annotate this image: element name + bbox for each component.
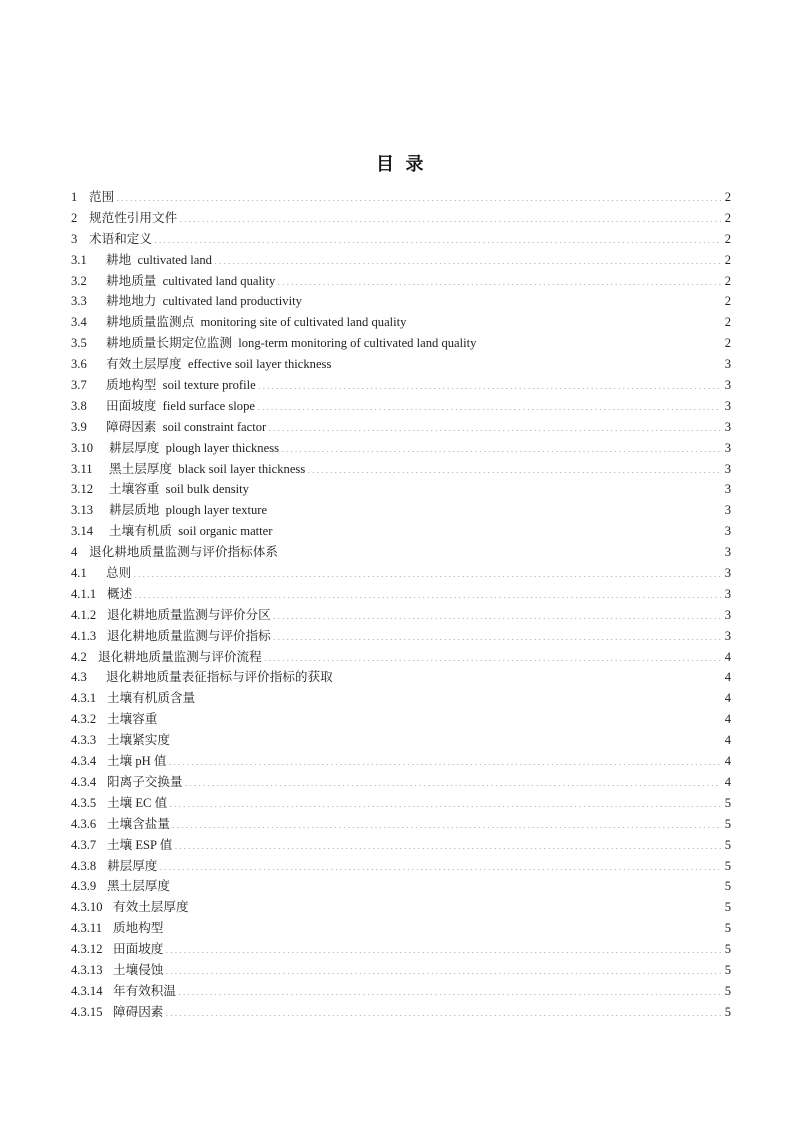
toc-entry-label: 退化耕地质量监测与评价指标体系 (89, 545, 278, 560)
toc-entry[interactable] (71, 918, 731, 939)
toc-entry[interactable] (71, 647, 731, 668)
toc-entry-number: 4.1.2 (71, 607, 97, 622)
toc-dot-leader (258, 376, 721, 389)
toc-dot-leader (133, 564, 721, 577)
toc-entry-number: 3.14 (71, 524, 94, 539)
toc-dot-leader (257, 397, 721, 410)
toc-entry-number: 3 (71, 231, 78, 246)
toc-entry-page-number: 3 (724, 607, 731, 622)
toc-entry[interactable] (71, 960, 731, 981)
toc-entry[interactable] (71, 459, 731, 480)
toc-entry-page-number: 5 (724, 858, 731, 873)
toc-entry-label: 耕地质量监测点 monitoring site of cultivated land quality (106, 315, 407, 330)
toc-entry-number: 3.5 (71, 336, 87, 351)
toc-entry-page-number: 5 (724, 837, 731, 852)
toc-entry-label: 退化耕地质量监测与评价分区 (107, 607, 271, 622)
toc-entry-label: 土壤容重 (107, 712, 158, 727)
toc-entry-number: 3.7 (71, 378, 87, 393)
toc-entry[interactable] (71, 1002, 731, 1023)
toc-dot-leader (172, 732, 721, 745)
toc-entry-page-number: 2 (724, 315, 731, 330)
toc-entry-label: 耕地质量长期定位监测 long-term monitoring of cultivated land quality (106, 336, 477, 351)
toc-entry[interactable] (71, 208, 731, 229)
toc-entry-label: 年有效积温 (113, 983, 176, 998)
toc-entry-number: 4.3.2 (71, 712, 97, 727)
toc-dot-leader (174, 836, 721, 849)
toc-entry[interactable] (71, 542, 731, 563)
toc-entry-label: 退化耕地质量监测与评价指标 (107, 628, 271, 643)
toc-dot-leader (281, 439, 721, 452)
toc-entry-page-number: 3 (724, 545, 731, 560)
toc-entry-page-number: 3 (724, 482, 731, 497)
toc-entry[interactable] (71, 751, 731, 772)
toc-dot-leader (169, 794, 721, 807)
toc-entry-number: 4.3.13 (71, 962, 103, 977)
toc-entry-page-number: 5 (724, 942, 731, 957)
toc-entry-label: 总则 (106, 566, 132, 581)
toc-entry-page-number: 4 (724, 733, 731, 748)
toc-dot-leader (273, 606, 721, 619)
toc-dot-leader (116, 188, 721, 201)
toc-entry-number: 4.3.5 (71, 795, 97, 810)
toc-entry-page-number: 4 (724, 649, 731, 664)
toc-entry-page-number: 2 (724, 210, 731, 225)
toc-entry[interactable] (71, 354, 731, 375)
toc-entry-number: 4.1.3 (71, 628, 97, 643)
toc-entry-label: 范围 (89, 190, 115, 204)
toc-entry[interactable] (71, 291, 731, 312)
toc-entry-label: 土壤侵蚀 (113, 962, 164, 977)
toc-entry-label: 田面坡度 field surface slope (106, 398, 255, 413)
toc-entry-page-number: 5 (724, 879, 731, 894)
toc-entry-number: 3.10 (71, 440, 94, 455)
toc-entry-page-number: 4 (724, 774, 731, 789)
toc-entry-label: 有效土层厚度 (113, 900, 189, 915)
toc-dot-leader (277, 272, 721, 285)
toc-entry-number: 4.3.12 (71, 942, 103, 957)
toc-dot-leader (179, 209, 721, 222)
toc-dot-leader (165, 940, 721, 953)
toc-dot-leader (172, 878, 721, 891)
toc-dot-leader (333, 356, 721, 369)
toc-entry[interactable] (71, 856, 731, 877)
toc-entry[interactable] (71, 835, 731, 856)
toc-dot-leader (197, 690, 721, 703)
toc-dot-leader (251, 481, 721, 494)
toc-dot-leader (185, 773, 721, 786)
toc-entry-label: 土壤有机质含量 (107, 691, 196, 706)
toc-entry-page-number: 2 (724, 336, 731, 351)
toc-entry-label: 术语和定义 (89, 231, 152, 246)
toc-dot-leader (269, 502, 721, 515)
toc-entry-label: 土壤 ESP 值 (107, 837, 173, 852)
toc-entry-label: 田面坡度 (113, 942, 164, 957)
toc-entry-page-number: 5 (724, 921, 731, 936)
toc-dot-leader (159, 857, 721, 870)
toc-dot-leader (478, 335, 721, 348)
toc-entry[interactable] (71, 772, 731, 793)
toc-entry[interactable] (71, 897, 731, 918)
toc-entry-page-number: 5 (724, 795, 731, 810)
toc-entry-page-number: 5 (724, 816, 731, 831)
toc-entry-label: 障碍因素 (113, 1004, 164, 1019)
toc-dot-leader (165, 920, 721, 933)
toc-dot-leader (335, 669, 721, 682)
toc-entry-number: 3.6 (71, 357, 87, 372)
page-title: 目 录 (375, 154, 424, 174)
toc-entry[interactable] (71, 626, 731, 647)
toc-entry[interactable] (71, 312, 731, 333)
toc-entry-page-number: 3 (724, 628, 731, 643)
toc-entry-number: 4.3.4 (71, 754, 97, 769)
toc-entry-label: 耕层厚度 (107, 858, 158, 873)
toc-entry-page-number: 4 (724, 691, 731, 706)
toc-entry[interactable] (71, 417, 731, 438)
toc-entry[interactable] (71, 271, 731, 292)
toc-entry-number: 4.3.3 (71, 733, 97, 748)
toc-entry-page-number: 2 (724, 252, 731, 267)
toc-entry-label: 规范性引用文件 (89, 210, 178, 225)
toc-entry-page-number: 3 (724, 586, 731, 601)
toc-entry[interactable] (71, 981, 731, 1002)
toc-entry-label: 黑土层厚度 black soil layer thickness (109, 461, 306, 476)
toc-entry-number: 3.9 (71, 419, 87, 434)
toc-entry-label: 耕地质量 cultivated land quality (106, 273, 276, 288)
toc-entry-number: 4 (71, 545, 78, 560)
toc-entry-label: 质地构型 soil texture profile (106, 378, 256, 393)
toc-entry-number: 4.3.8 (71, 858, 97, 873)
toc-entry-page-number: 5 (724, 962, 731, 977)
toc-entry-number: 4.3.4 (71, 774, 97, 789)
toc-entry[interactable] (71, 187, 731, 208)
toc-entry-number: 4.3 (71, 670, 87, 685)
table-of-contents (71, 187, 731, 1023)
toc-entry-number: 3.1 (71, 252, 87, 267)
toc-entry[interactable] (71, 396, 731, 417)
toc-entry-number: 3.12 (71, 482, 94, 497)
toc-dot-leader (307, 460, 721, 473)
toc-entry-label: 土壤 EC 值 (107, 795, 168, 810)
toc-entry-number: 2 (71, 210, 78, 225)
toc-entry[interactable] (71, 333, 731, 354)
toc-entry-label: 阳离子交换量 (107, 774, 183, 789)
toc-dot-leader (408, 314, 721, 327)
toc-entry-page-number: 3 (724, 524, 731, 539)
toc-entry-label: 土壤有机质 soil organic matter (109, 524, 273, 539)
toc-dot-leader (165, 961, 721, 974)
toc-entry-page-number: 4 (724, 754, 731, 769)
toc-entry[interactable] (71, 605, 731, 626)
toc-entry-page-number: 5 (724, 900, 731, 915)
toc-entry-page-number: 3 (724, 419, 731, 434)
toc-entry-page-number: 3 (724, 357, 731, 372)
toc-dot-leader (172, 815, 721, 828)
toc-entry-label: 土壤容重 soil bulk density (109, 482, 249, 497)
toc-entry-number: 3.4 (71, 315, 87, 330)
toc-dot-leader (159, 711, 721, 724)
toc-entry-number: 4.3.6 (71, 816, 97, 831)
toc-entry-page-number: 3 (724, 566, 731, 581)
toc-entry-number: 4.1.1 (71, 586, 97, 601)
toc-entry-page-number: 3 (724, 440, 731, 455)
toc-entry[interactable] (71, 375, 731, 396)
toc-entry-label: 土壤含盐量 (107, 816, 170, 831)
toc-dot-leader (273, 627, 721, 640)
toc-entry-number: 4.3.14 (71, 983, 103, 998)
toc-dot-leader (191, 899, 721, 912)
toc-dot-leader (178, 982, 721, 995)
toc-entry-number: 4.3.1 (71, 691, 97, 706)
toc-entry-label: 土壤 pH 值 (107, 754, 167, 769)
toc-entry-label: 土壤紧实度 (107, 733, 170, 748)
toc-entry-page-number: 3 (724, 461, 731, 476)
toc-entry-number: 4.3.7 (71, 837, 97, 852)
toc-entry[interactable] (71, 814, 731, 835)
toc-entry-label: 耕地 cultivated land (106, 252, 212, 267)
toc-entry-page-number: 2 (724, 273, 731, 288)
toc-entry-label: 质地构型 (113, 921, 164, 936)
toc-entry-page-number: 4 (724, 712, 731, 727)
toc-entry-label: 耕层质地 plough layer texture (109, 503, 268, 518)
toc-entry-number: 4.3.11 (71, 921, 103, 936)
toc-entry[interactable] (71, 250, 731, 271)
toc-entry-page-number: 2 (724, 294, 731, 309)
toc-entry[interactable] (71, 667, 731, 688)
toc-dot-leader (165, 1003, 721, 1016)
toc-entry-number: 3.11 (71, 461, 93, 476)
toc-entry-number: 3.13 (71, 503, 94, 518)
toc-entry[interactable] (71, 584, 731, 605)
toc-entry-label: 退化耕地质量监测与评价流程 (98, 649, 262, 664)
toc-entry-page-number: 3 (724, 503, 731, 518)
toc-entry[interactable] (71, 500, 731, 521)
toc-entry-label: 有效土层厚度 effective soil layer thickness (106, 357, 332, 372)
toc-entry-number: 4.3.9 (71, 879, 97, 894)
toc-entry-page-number: 3 (724, 378, 731, 393)
toc-entry-page-number: 4 (724, 670, 731, 685)
toc-entry-label: 耕层厚度 plough layer thickness (109, 440, 279, 455)
toc-entry-page-number: 5 (724, 1004, 731, 1019)
toc-entry-page-number: 5 (724, 983, 731, 998)
toc-entry[interactable] (71, 521, 731, 542)
toc-entry-number: 3.8 (71, 398, 87, 413)
toc-entry[interactable] (71, 939, 731, 960)
toc-entry[interactable] (71, 479, 731, 500)
toc-entry-number: 4.2 (71, 649, 87, 664)
toc-entry-number: 1 (71, 190, 78, 204)
toc-entry[interactable] (71, 229, 731, 250)
toc-dot-leader (154, 230, 721, 243)
toc-dot-leader (274, 523, 721, 536)
toc-dot-leader (214, 251, 721, 264)
toc-dot-leader (134, 585, 721, 598)
toc-entry[interactable] (71, 709, 731, 730)
toc-entry[interactable] (71, 730, 731, 751)
toc-entry-number: 4.3.10 (71, 900, 103, 915)
toc-entry-number: 4.3.15 (71, 1004, 103, 1019)
toc-dot-leader (268, 418, 721, 431)
toc-dot-leader (304, 293, 721, 306)
toc-entry-label: 退化耕地质量表征指标与评价指标的获取 (106, 670, 333, 685)
toc-entry-number: 4.1 (71, 566, 87, 581)
toc-entry-number: 3.2 (71, 273, 87, 288)
toc-entry-label: 概述 (107, 586, 133, 601)
toc-entry[interactable] (71, 563, 731, 584)
toc-dot-leader (280, 544, 721, 557)
toc-entry-label: 障碍因素 soil constraint factor (106, 419, 267, 434)
toc-entry[interactable] (71, 876, 731, 897)
toc-dot-leader (168, 752, 721, 765)
toc-entry-page-number: 2 (724, 231, 731, 246)
toc-entry[interactable] (71, 688, 731, 709)
toc-entry-label: 黑土层厚度 (107, 879, 170, 894)
toc-entry-page-number: 2 (724, 190, 731, 204)
toc-entry-page-number: 3 (724, 398, 731, 413)
toc-entry[interactable] (71, 793, 731, 814)
toc-entry[interactable] (71, 438, 731, 459)
toc-entry-number: 3.3 (71, 294, 87, 309)
toc-dot-leader (264, 648, 721, 661)
toc-entry-label: 耕地地力 cultivated land productivity (106, 294, 302, 309)
